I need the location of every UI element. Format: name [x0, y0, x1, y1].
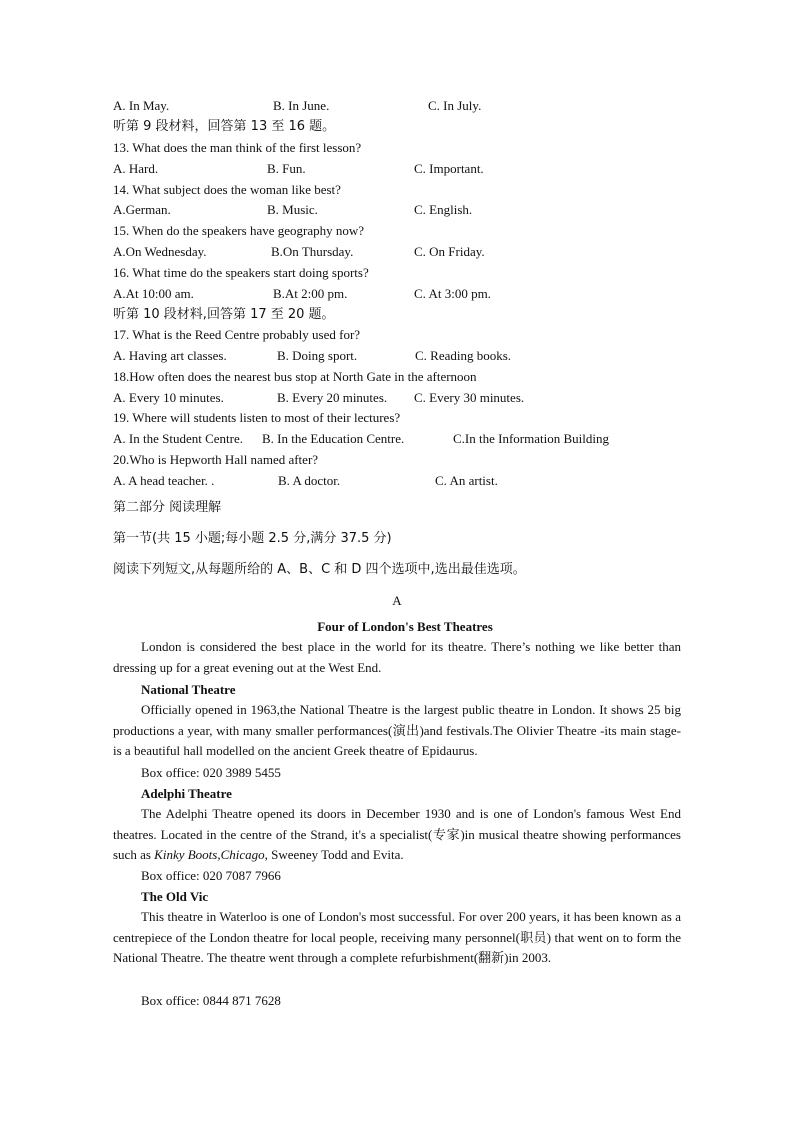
q17-option-c: C. Reading books.	[415, 348, 512, 363]
q12-option-c: C. In July.	[428, 98, 482, 113]
passage-letter: A	[392, 593, 402, 608]
q15-stem: 15. When do the speakers have geography now?	[113, 223, 365, 238]
old-vic-box-office: Box office: 0844 871 7628	[141, 993, 281, 1008]
q14-option-c: C. English.	[414, 202, 473, 217]
q13-option-a: A. Hard.	[113, 161, 159, 176]
q16-option-b: B.At 2:00 pm.	[273, 286, 348, 301]
adelphi-theatre-body	[113, 804, 681, 866]
q18-option-b: B. Every 20 minutes.	[277, 390, 388, 405]
q13-option-b: B. Fun.	[267, 161, 306, 176]
q18-option-a: A. Every 10 minutes.	[113, 390, 224, 405]
passage-title: Four of London's Best Theatres	[317, 619, 493, 634]
q19-stem: 19. Where will students listen to most of their lectures?	[113, 410, 401, 425]
q13-stem: 13. What does the man think of the first lesson?	[113, 140, 362, 155]
adelphi-theatre-heading: Adelphi Theatre	[141, 786, 232, 801]
reading-instruction: 阅读下列短文,从每题所给的 A、B、C 和 D 四个选项中,选出最佳选项。	[113, 562, 526, 577]
q17-option-a: A. Having art classes.	[113, 348, 227, 363]
q16-option-c: C. At 3:00 pm.	[414, 286, 491, 301]
q12-option-a: A. In May.	[113, 98, 170, 113]
q17-option-b: B. Doing sport.	[277, 348, 358, 363]
adelphi-theatre-box-office: Box office: 020 7087 7966	[141, 868, 281, 883]
q12-option-b: B. In June.	[273, 98, 330, 113]
q19-option-a: A. In the Student Centre.	[113, 431, 243, 446]
q15-option-b: B.On Thursday.	[271, 244, 354, 259]
part-2-heading: 第二部分 阅读理解	[113, 500, 222, 515]
q15-option-a: A.On Wednesday.	[113, 244, 207, 259]
q19-option-b: B. In the Education Centre.	[262, 431, 405, 446]
national-theatre-heading: National Theatre	[141, 682, 236, 697]
q14-option-b: B. Music.	[267, 202, 318, 217]
adelphi-shows-italic: Kinky Boots,Chicago	[154, 847, 265, 863]
q20-option-b: B. A doctor.	[278, 473, 341, 488]
q14-stem: 14. What subject does the woman like best?	[113, 182, 341, 197]
q20-option-a: A. A head teacher. .	[113, 473, 215, 488]
section-10-heading: 听第 10 段材料,回答第 17 至 20 题。	[113, 307, 335, 322]
national-theatre-body: Officially opened in 1963,the National Theatre is the largest public theatre in London. It shows 25 big productions a year, with many smaller performances(演出)and festivals.The Olivier Theatre -its main stage-is a beautiful hall modelled on the ancient Greek theatre of Epidaurus.	[113, 702, 681, 759]
section-1-heading: 第一节(共 15 小题;每小题 2.5 分,满分 37.5 分)	[113, 531, 392, 546]
section-9-heading: 听第 9 段材料，回答第 13 至 16 题。	[113, 119, 336, 134]
q14-option-a: A.German.	[113, 202, 171, 217]
old-vic-heading: The Old Vic	[141, 889, 209, 904]
q20-stem: 20.Who is Hepworth Hall named after?	[113, 452, 319, 467]
q18-stem: 18.How often does the nearest bus stop at North Gate in the afternoon	[113, 369, 477, 384]
q16-option-a: A.At 10:00 am.	[113, 286, 194, 301]
adelphi-body-end: , Sweeney Todd and Evita.	[264, 847, 404, 863]
q19-option-c: C.In the Information Building	[453, 431, 609, 446]
q13-option-c: C. Important.	[414, 161, 484, 176]
national-theatre-box-office: Box office: 020 3989 5455	[141, 765, 281, 780]
q17-stem: 17. What is the Reed Centre probably used for?	[113, 327, 361, 342]
passage-intro: London is considered the best place in the world for its theatre. There’s nothing we like better than dressing up for a great evening out at the West End.	[113, 639, 681, 675]
old-vic-body: This theatre in Waterloo is one of London's most successful. For over 200 years, it has been known as a centrepiece of the London theatre for local people, receiving many personnel(职员) that went on to form the National Theatre. The theatre went through a complete refurbishment(翻新)in 2003.	[113, 909, 681, 966]
q18-option-c: C. Every 30 minutes.	[414, 390, 525, 405]
q15-option-c: C. On Friday.	[414, 244, 485, 259]
adelphi-body-start: The Adelphi Theatre opened its doors in December 1930 and is one of London's famous West End theatres. Located in the centre of the Strand, it's a specialist(专家)in musical theatre showing performances such as	[113, 806, 681, 863]
q16-stem: 16. What time do the speakers start doing sports?	[113, 265, 369, 280]
q20-option-c: C. An artist.	[435, 473, 498, 488]
